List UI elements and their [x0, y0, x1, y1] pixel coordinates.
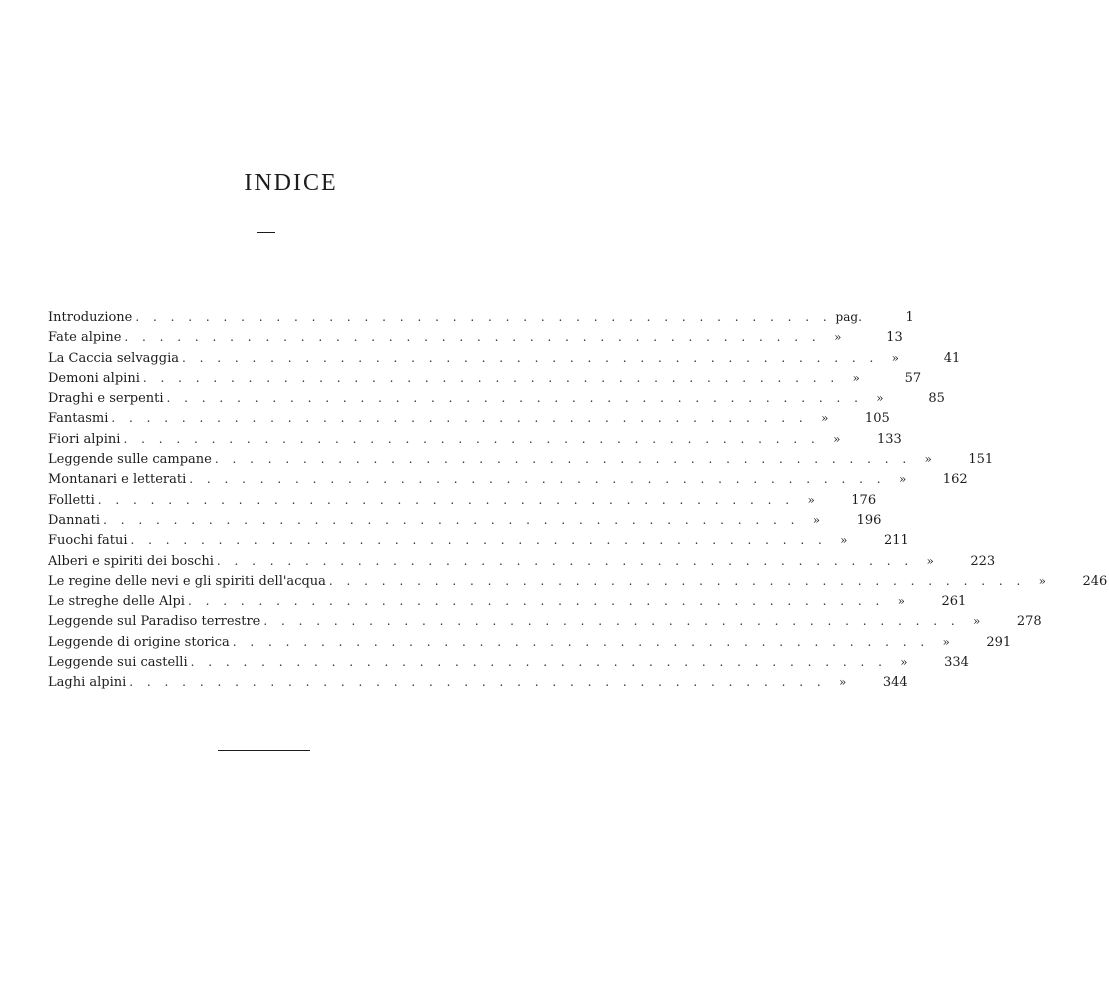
toc-entry-title: Fuochi fatui	[48, 533, 128, 549]
toc-entry	[48, 591, 967, 611]
toc-entry	[48, 490, 877, 510]
toc-entry	[48, 408, 890, 428]
toc-entry-page: 85	[928, 391, 945, 407]
dot-leader: . . . . . . . . . . . . . . . . . . . . . . . . . . . . . . . . . . . . . . . .	[130, 533, 827, 548]
toc-entry-page: 196	[856, 512, 882, 528]
toc-entry-mark: »	[973, 614, 981, 629]
toc-entry	[48, 307, 914, 327]
dot-leader: . . . . . . . . . . . . . . . . . . . . . . . . . . . . . . . . . . . . . . . .	[328, 573, 1026, 588]
toc-entry-page: 13	[886, 330, 903, 346]
toc-entry-page: 57	[904, 370, 922, 386]
toc-entry-title: Demoni alpini	[48, 370, 140, 386]
toc-entry-mark: »	[898, 472, 907, 487]
dot-leader: . . . . . . . . . . . . . . . . . . . . . . . . . . . . . . . . . . . . . . . .	[190, 655, 887, 670]
toc-entry-mark: pag.	[835, 310, 862, 324]
toc-entry-title: Fiori alpini	[48, 431, 121, 447]
toc-entry-title: Fate alpine	[48, 330, 122, 346]
toc-entry-mark: »	[942, 634, 950, 649]
dot-leader: . . . . . . . . . . . . . . . . . . . . . . . . . . . . . . . . . . . . . . . .	[189, 472, 886, 487]
toc-entry-title: Le streghe delle Alpi	[48, 594, 185, 610]
dot-leader: . . . . . . . . . . . . . . . . . . . . . . . . . . . . . . . . . . . . . . . .	[187, 594, 885, 609]
toc-entry-title: Leggende sui castelli	[48, 655, 188, 671]
toc-entry-title: Leggende di origine storica	[48, 634, 230, 650]
toc-entry-title: Alberi e spiriti dei boschi	[48, 553, 214, 569]
page-title: INDICE	[244, 170, 338, 196]
dot-leader: . . . . . . . . . . . . . . . . . . . . . . . . . . . . . . . . . . . . . . . .	[181, 350, 879, 365]
toc-entry-title: Folletti	[48, 492, 95, 508]
dot-leader: . . . . . . . . . . . . . . . . . . . . . . . . . . . . . . . . . . . . . . . .	[216, 553, 914, 568]
toc-entry	[48, 327, 903, 347]
toc-entry	[48, 571, 1108, 591]
toc-entry	[48, 388, 945, 408]
toc-entry-page: 261	[941, 594, 967, 610]
toc-entry-page: 246	[1082, 573, 1108, 589]
toc-list	[48, 307, 1108, 693]
toc-entry-mark: »	[900, 655, 908, 670]
title-rule	[257, 232, 275, 233]
toc-entry-mark: »	[812, 512, 821, 527]
toc-entry-mark: »	[840, 533, 848, 548]
toc-entry-mark: »	[891, 350, 899, 365]
dot-leader: . . . . . . . . . . . . . . . . . . . . . . . . . . . . . . . . . . . . . . . .	[232, 634, 930, 649]
toc-entry-page: 223	[970, 553, 996, 569]
dot-leader: . . . . . . . . . . . . . . . . . . . . . . . . . . . . . . . . . . . . . . . .	[263, 614, 960, 629]
toc-entry-title: Draghi e serpenti	[48, 391, 164, 407]
toc-entry	[48, 652, 969, 672]
end-rule	[218, 750, 310, 751]
toc-entry-mark: »	[852, 370, 860, 385]
toc-entry	[48, 469, 968, 489]
toc-entry-page: 334	[944, 655, 969, 671]
toc-entry-title: La Caccia selvaggia	[48, 350, 179, 366]
toc-entry-page: 133	[876, 431, 902, 447]
dot-leader: . . . . . . . . . . . . . . . . . . . . . . . . . . . . . . . . . . . . . . . .	[124, 330, 821, 345]
toc-entry-title: Leggende sul Paradiso terrestre	[48, 614, 261, 630]
toc-entry-title: Introduzione	[48, 310, 133, 325]
toc-entry-mark: »	[834, 330, 842, 345]
toc-entry-page: 291	[986, 634, 1012, 650]
toc-entry-page: 344	[882, 675, 908, 691]
toc-entry-title: Le regine delle nevi e gli spiriti dell'acqua	[48, 573, 326, 589]
toc-entry-page: 105	[864, 411, 890, 427]
toc-entry	[48, 368, 922, 388]
dot-leader: . . . . . . . . . . . . . . . . . . . . . . . . . . . . . . . . . . . . . . . .	[97, 492, 795, 507]
dot-leader: . . . . . . . . . . . . . . . . . . . . . . . . . . . . . . . . . . . . . . . .	[123, 431, 820, 446]
toc-entry-title: Dannati	[48, 512, 101, 528]
toc-entry-mark: »	[897, 594, 905, 609]
toc-entry-title: Fantasmi	[48, 411, 109, 427]
toc-entry-page: 278	[1016, 614, 1042, 630]
toc-entry-mark: »	[838, 675, 847, 690]
toc-entry-page: 162	[942, 472, 968, 488]
toc-entry-title: Laghi alpini	[48, 675, 127, 691]
toc-entry	[48, 510, 882, 530]
dot-leader: . . . . . . . . . . . . . . . . . . . . . . . . . . . . . . . . . . . . . . . .	[129, 675, 826, 690]
toc-entry	[48, 429, 902, 449]
toc-entry	[48, 551, 996, 571]
toc-entry-title: Montanari e letterati	[48, 472, 187, 488]
dot-leader: . . . . . . . . . . . . . . . . . . . . . . . . . . . . . . . . . . . . . . . .	[142, 370, 840, 385]
toc-entry-page: 211	[884, 533, 909, 549]
toc-entry-page: 176	[851, 492, 877, 508]
toc-entry-page: 151	[968, 452, 994, 468]
dot-leader: . . . . . . . . . . . . . . . . . . . . . . . . . . . . . . . . . . . . . . . .	[103, 512, 800, 527]
toc-entry-page: 41	[943, 350, 961, 366]
toc-entry	[48, 632, 1012, 652]
dot-leader: . . . . . . . . . . . . . . . . . . . . . . . . . . . . . . . . . . . . . . . .	[214, 452, 912, 467]
toc-entry	[48, 611, 1042, 631]
toc-entry-mark: »	[807, 492, 815, 507]
dot-leader: . . . . . . . . . . . . . . . . . . . . . . . . . . . . . . . . . . . . . . . .	[166, 391, 863, 406]
toc-entry-mark: »	[876, 391, 884, 406]
toc-entry	[48, 449, 994, 469]
toc-entry-mark: »	[821, 411, 829, 426]
toc-entry	[48, 672, 908, 692]
toc-entry-mark: »	[1038, 573, 1046, 588]
toc-entry-mark: »	[926, 553, 934, 568]
toc-entry	[48, 530, 909, 550]
toc-entry	[48, 348, 961, 368]
dot-leader: . . . . . . . . . . . . . . . . . . . . . . . . . . . . . . . . . . . . . . . .	[111, 411, 808, 426]
toc-entry-mark: »	[833, 431, 841, 446]
toc-entry-page: 1	[905, 310, 914, 325]
dot-leader: . . . . . . . . . . . . . . . . . . . . . . . . . . . . . . . . . . . . . . . .	[135, 310, 832, 324]
toc-entry-title: Leggende sulle campane	[48, 452, 212, 468]
toc-entry-mark: »	[924, 452, 932, 467]
